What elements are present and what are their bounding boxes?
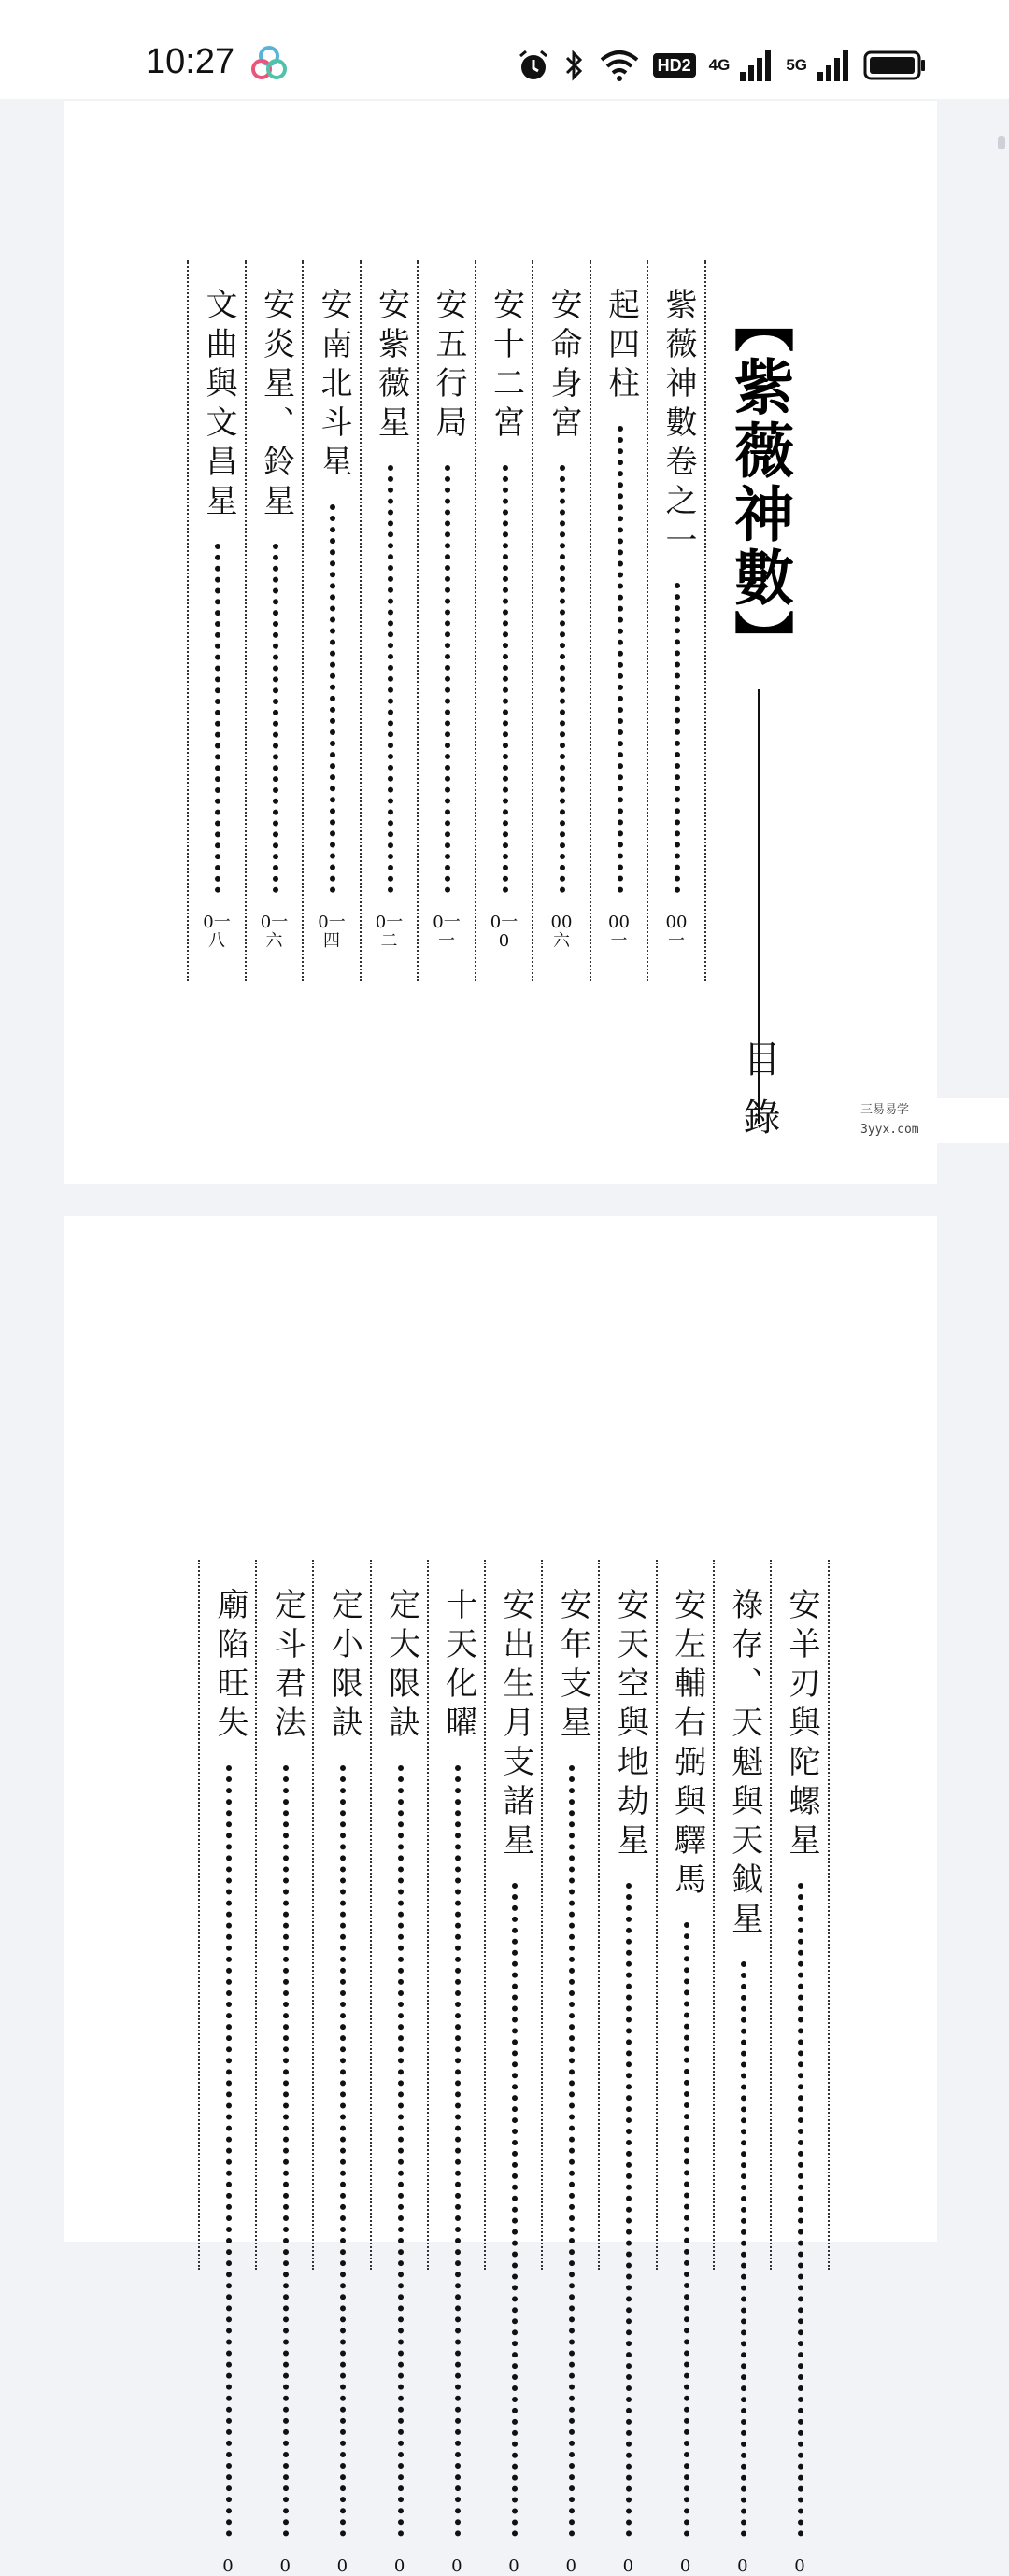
hd-badge: HD2 [653,53,696,78]
toc-entry[interactable] [713,1560,771,2576]
toc-entry[interactable] [770,1560,830,2576]
toc-entry[interactable] [590,260,647,981]
toc-entry[interactable] [245,260,303,981]
toc-entry-title: 安南北斗星 [315,288,352,484]
toc-entry-page: 0一0 [490,913,519,951]
toc-entry-title: 安左輔右弼與驛馬 [668,1588,706,1902]
document-page-1 [64,101,937,1184]
status-time: 10:27 [146,42,235,81]
toc-entry-title: 安天空與地劫星 [611,1588,649,1862]
toc-dot-leader [215,544,220,893]
toc-dot-leader [283,1765,289,2537]
toc-entry-page: 00六 [550,913,573,951]
toc-entry-title: 定大限訣 [382,1588,420,1745]
toc-entry-title: 安年支星 [554,1588,592,1745]
toc-entry[interactable] [360,260,418,981]
toc-entry-title: 安五行局 [430,288,467,445]
alarm-icon [517,49,550,82]
toc-entry[interactable] [417,260,475,981]
toc-entry-title: 起四柱 [602,288,640,405]
toc-entry[interactable] [198,1560,256,2576]
toc-entry-title: 安羊刃與陀螺星 [783,1588,820,1862]
wifi-icon [599,49,640,82]
toc-entry-page: 0一二 [375,913,404,951]
toc-entry[interactable] [427,1560,485,2576]
toc-entry-page: 0 [336,2556,348,2576]
toc-entry-title: 安炎星、鈴星 [257,288,295,523]
toc-entry-page: 0一四 [318,913,346,951]
toc-entry-page: 0 [508,2556,519,2576]
toc-dot-leader [455,1765,461,2537]
toc-dot-leader [388,465,393,893]
toc-entry[interactable] [370,1560,428,2576]
toc-entry-title: 安紫薇星 [372,288,410,445]
toc-entry-page: 0 [393,2556,405,2576]
toc-dot-leader [684,1922,689,2537]
toc-heading: 目錄 [737,1040,780,1155]
toc-entry[interactable] [598,1560,656,2576]
toc-entry[interactable] [255,1560,313,2576]
toc-entry[interactable] [302,260,360,981]
toc-entry-page: 0 [737,2556,748,2576]
toc-entry[interactable] [656,1560,714,2576]
toc-dot-leader [330,504,335,893]
toc-entry-page: 0 [679,2556,691,2576]
toc-dot-leader [273,544,278,893]
toc-dot-leader [226,1765,232,2537]
toc-entry[interactable] [541,1560,599,2576]
signal-icon [739,50,773,81]
network-type-label: 5G [786,56,807,74]
toc-entry-title: 祿存、天魁與天鉞星 [725,1588,763,1941]
toc-entry-title: 安十二宮 [487,288,525,445]
toc-dot-leader [569,1765,575,2537]
toc-entry[interactable] [532,260,590,981]
toc-dot-leader [560,465,565,893]
toc-entry-title: 文曲與文昌星 [200,288,237,523]
watermark-url: 3yyx.com [860,1123,919,1137]
book-header [716,292,800,1155]
status-icons [517,47,927,84]
network-type-label: 4G [708,56,731,74]
toc-entry-title: 紫薇神數卷之一 [660,288,697,562]
toc-entry-title: 廟陷旺失 [211,1588,249,1745]
toc-dot-leader [618,426,623,893]
toc-entry-title: 安命身宮 [545,288,582,445]
toc-entry-title: 安出生月支諸星 [497,1588,534,1862]
toc-dot-leader [340,1765,346,2537]
toc-dot-leader [798,1883,803,2537]
toc-entry-page: 00一 [608,913,630,951]
toc-entry-page: 0一一 [433,913,461,951]
book-title: 【紫薇神數】 [724,292,794,673]
scrollbar-thumb[interactable] [998,136,1005,149]
toc-dot-leader [741,1961,746,2537]
toc-dot-leader [675,583,680,893]
toc-dot-leader [512,1883,518,2537]
toc-entry[interactable] [312,1560,370,2576]
toc-dot-leader [503,465,508,893]
toc-entry-page: 0一六 [260,913,289,951]
toc-dot-leader [445,465,450,893]
toc-entry-page: 00一 [665,913,688,951]
status-bar [0,0,1009,99]
toc-entry-title: 定斗君法 [268,1588,306,1745]
toc-entry-page: 0 [451,2556,462,2576]
toc-entry[interactable] [647,260,706,981]
watermark [858,1098,1009,1143]
toc-entry[interactable] [187,260,245,981]
toc-entry-page: 0 [279,2556,291,2576]
watermark-text: 三易易学 [860,1103,910,1117]
toc-entry-page: 0 [622,2556,634,2576]
toc-dot-leader [626,1883,632,2537]
toc-entry-page: 0 [794,2556,805,2576]
toc-entry-page: 0一八 [203,913,231,951]
battery-icon [863,50,927,80]
toc-entry-title: 十天化曜 [439,1588,477,1745]
toc-dot-leader [398,1765,404,2537]
document-page-2 [64,1216,937,2576]
bluetooth-icon [563,49,586,82]
toc-entry-page: 0 [565,2556,576,2576]
toc-entry-page: 0 [222,2556,234,2576]
app-logo-icon [250,45,288,87]
toc-entry[interactable] [484,1560,542,2576]
toc-entry[interactable] [475,260,533,981]
signal-icon [817,50,850,81]
toc-entry-title: 定小限訣 [325,1588,363,1745]
